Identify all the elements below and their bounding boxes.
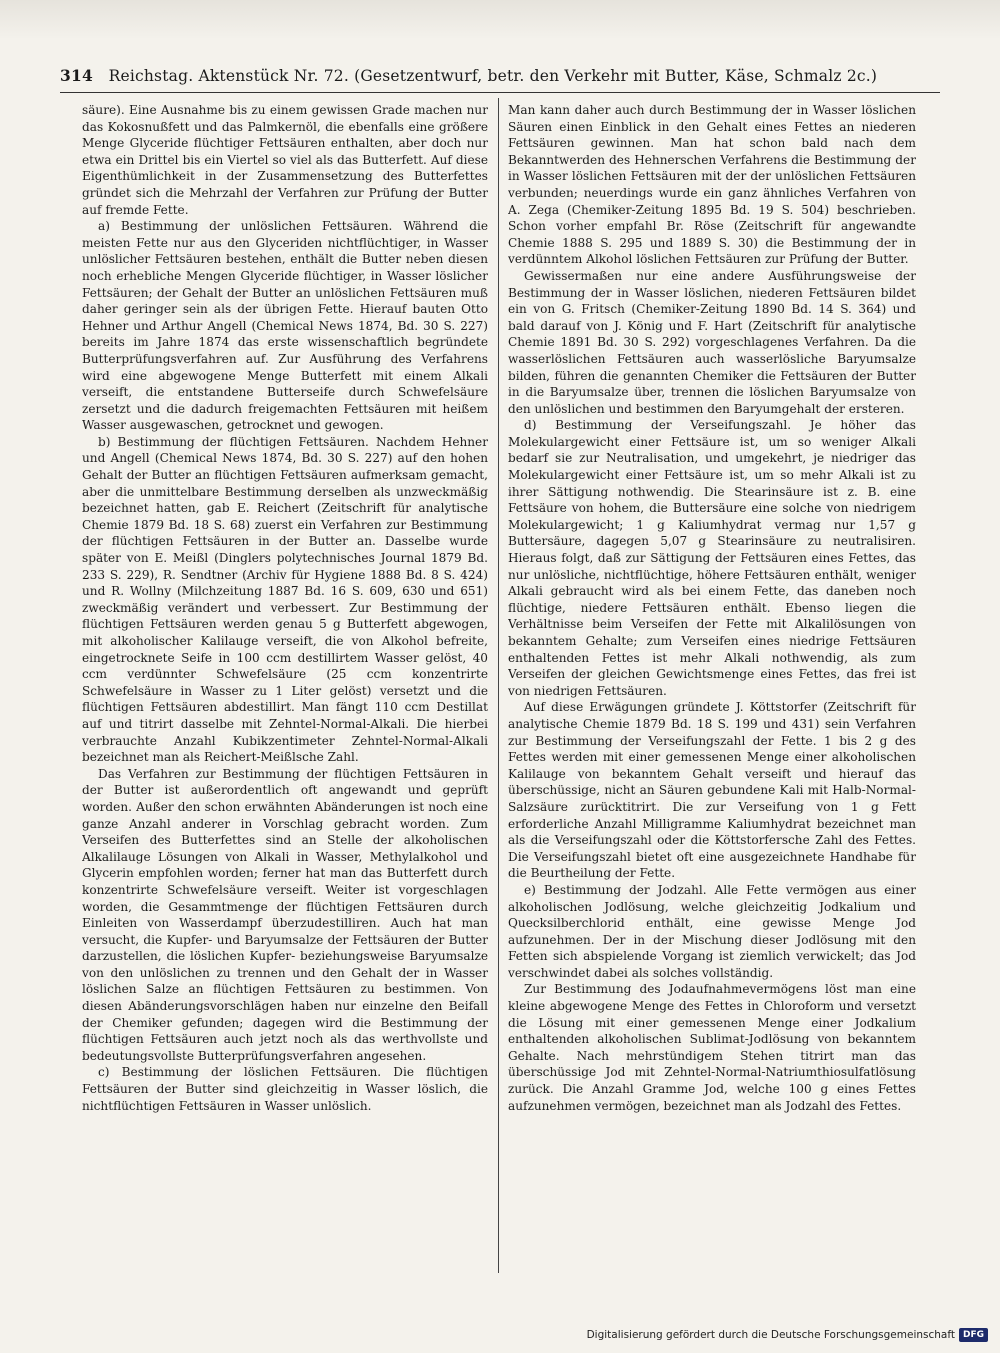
paragraph: Gewissermaßen nur eine andere Ausführungsweise der Bestimmung der in Wasser löslichen, niederen Fettsäuren bildet ein von G. Fritsch (Chemiker-Zeitung 1890 Bd. 14 S. 364) und bald darauf von J. König und F. Hart (Zeitschrift für analytische Chemie 1891 Bd. 30 S. 292) vorgeschlagenes Verfahren. Da die wasserlöslichen Fettsäuren auch wasserlösliche Baryumsalze bilden, führen die genannten Chemiker die Fettsäuren der Butter in die Baryumsalze über, trennen die löslichen Baryumsalze von den unlöslichen und bestimmen den Baryumgehalt der ersteren. (508, 268, 916, 416)
column-divider (498, 98, 499, 1273)
header-rule (60, 92, 940, 93)
paragraph: Auf diese Erwägungen gründete J. Köttstorfer (Zeitschrift für analytische Chemie 1879 Bd. 18 S. 199 und 431) sein Verfahren zur Bestimmung der Verseifungszahl der Fette. 1 bis 2 g des Fettes werden mit einer gemessenen Menge einer alkoholischen Kalilauge von bekanntem Gehalt verseift und hierauf das überschüssige, nicht an Säuren gebundene Kali mit Halb-Normal-Salzsäure zurücktitrirt. Die zur Verseifung von 1 g Fett erforderliche Anzahl Milligramme Kaliumhydrat bezeichnet man als die Verseifungszahl oder die Köttstorfersche Zahl des Fettes. Die Verseifungszahl bietet oft eine ausgezeichnete Handhabe für die Beurtheilung der Fette. (508, 700, 916, 881)
left-column (82, 102, 488, 1277)
footer-text: Digitalisierung gefördert durch die Deutsche Forschungsgemeinschaft (586, 1329, 955, 1341)
paragraph: c) Bestimmung der löslichen Fettsäuren. Die flüchtigen Fettsäuren der Butter sind gleichzeitig in Wasser löslich, die nichtflüchtigen Fettsäuren in Wasser unlöslich. (82, 1065, 488, 1113)
paragraph: e) Bestimmung der Jodzahl. Alle Fette vermögen aus einer alkoholischen Jodlösung, welche gleichzeitig Jodkalium und Quecksilberchlorid enthält, eine gewisse Menge Jod aufzunehmen. Der in der Mischung dieser Jodlösung mit den Fetten sich abspielende Vorgang ist ziemlich verwickelt; das Jod verschwindet dabei als solches vollständig. (508, 882, 916, 980)
paragraph: säure). Eine Ausnahme bis zu einem gewissen Grade machen nur das Kokosnußfett und das Palmkernöl, die ebenfalls eine größere Menge Glyceride flüchtiger Fettsäuren enthalten, aber doch nur etwa ein Drittel bis ein Viertel so viel als das Butterfett. Auf diese Eigenthümlichkeit in der Zusammensetzung des Butterfettes gründet sich die Mehrzahl der Verfahren zur Prüfung der Butter auf fremde Fette. (82, 103, 488, 217)
scan-edge (0, 0, 1000, 40)
digitization-footer (587, 1325, 988, 1345)
right-column (508, 102, 916, 1277)
page-header (60, 66, 940, 88)
running-title: Reichstag. Aktenstück Nr. 72. (Gesetzentwurf, betr. den Verkehr mit Butter, Käse, Schmalz 2c.) (108, 67, 878, 85)
paragraph: Das Verfahren zur Bestimmung der flüchtigen Fettsäuren in der Butter ist außerordentlich oft angewandt und geprüft worden. Außer den schon erwähnten Abänderungen ist noch eine ganze Anzahl anderer in Vorschlag gebracht worden. Zum Verseifen des Butterfettes sind an Stelle der alkoholischen Alkalilauge Lösungen von Alkali in Wasser, Methylalkohol und Glycerin empfohlen worden; ferner hat man das Butterfett durch konzentrirte Schwefelsäure verseift. Weiter ist vorgeschlagen worden, die Gesammtmenge der flüchtigen Fettsäuren durch Einleiten von Wasserdampf überzudestilliren. Auch hat man versucht, die Kupfer- und Baryumsalze der Fettsäuren der Butter darzustellen, die löslichen Kupfer- beziehungsweise Baryumsalze von den unlöslichen zu trennen und den Gehalt der in Wasser löslichen Salze an flüchtigen Fettsäuren zu bestimmen. Von diesen Abänderungsvorschlägen haben nur einzelne den Beifall der Chemiker gefunden; dagegen wird die Bestimmung der flüchtigen Fettsäuren auch jetzt noch als das werthvollste und bedeutungsvollste Butterprüfungsverfahren angesehen. (82, 766, 488, 1063)
paragraph: Man kann daher auch durch Bestimmung der in Wasser löslichen Säuren einen Einblick in den Gehalt eines Fettes an niederen Fettsäuren gewinnen. Man hat schon bald nach dem Bekanntwerden des Hehnerschen Verfahrens die Bestimmung der in Wasser löslichen Fettsäuren mit der der unlöslichen Fettsäuren verbunden; neuerdings wurde ein ganz ähnliches Verfahren von A. Zega (Chemiker-Zeitung 1895 Bd. 19 S. 504) beschrieben. Schon vorher empfahl Br. Röse (Zeitschrift für angewandte Chemie 1888 S. 295 und 1889 S. 30) die Bestimmung der in verdünntem Alkohol löslichen Fettsäuren zur Prüfung der Butter. (508, 103, 916, 267)
dfg-logo-icon: DFG (959, 1328, 988, 1342)
paragraph: d) Bestimmung der Verseifungszahl. Je höher das Molekulargewicht einer Fettsäure ist, um so weniger Alkali bedarf sie zur Neutralisation, und umgekehrt, je niedriger das Molekulargewicht einer Fettsäure ist, um so mehr Alkali ist zu ihrer Sättigung nothwendig. Die Stearinsäure ist z. B. eine Fettsäure von hohem, die Buttersäure eine solche von niedrigem Molekulargewicht; 1 g Kaliumhydrat vermag nur 1,57 g Buttersäure, dagegen 5,07 g Stearinsäure zu neutralisiren. Hieraus folgt, daß zur Sättigung der Fettsäuren eines Fettes, das nur unlösliche, nichtflüchtige, höhere Fettsäuren enthält, weniger Alkali gebraucht wird als bei einem Fette, das daneben noch flüchtige, niedere Fettsäuren enthält. Ebenso liegen die Verhältnisse beim Verseifen der Fette mit Alkalilösungen von bekanntem Gehalte; zum Verseifen eines niedrige Fettsäuren enthaltenden Fettes ist mehr Alkali nothwendig, als zum Verseifen der gleichen Gewichtsmenge eines Fettes, das frei ist von niedrigen Fettsäuren. (508, 418, 916, 698)
paragraph: Zur Bestimmung des Jodaufnahmevermögens löst man eine kleine abgewogene Menge des Fettes in Chloroform und versetzt die Lösung mit einer gemessenen Menge einer Jodkalium enthaltenden alkoholischen Sublimat-Jodlösung von bekanntem Gehalte. Nach mehrstündigem Stehen titrirt man das überschüssige Jod mit Zehntel-Normal-Natriumthiosulfatlösung zurück. Die Anzahl Gramme Jod, welche 100 g eines Fettes aufzunehmen vermögen, bezeichnet man als Jodzahl des Fettes. (508, 982, 916, 1113)
paragraph: b) Bestimmung der flüchtigen Fettsäuren. Nachdem Hehner und Angell (Chemical News 1874, Bd. 30 S. 227) auf den hohen Gehalt der Butter an flüchtigen Fettsäuren aufmerksam gemacht, aber die unmittelbare Bestimmung derselben als unzweckmäßig bezeichnet hatten, gab E. Reichert (Zeitschrift für analytische Chemie 1879 Bd. 18 S. 68) zuerst ein Verfahren zur Bestimmung der flüchtigen Fettsäuren in der Butter an. Dasselbe wurde später von E. Meißl (Dinglers polytechnisches Journal 1879 Bd. 233 S. 229), R. Sendtner (Archiv für Hygiene 1888 Bd. 8 S. 424) und R. Wollny (Milchzeitung 1887 Bd. 16 S. 609, 630 und 651) zweckmäßig verändert und verbessert. Zur Bestimmung der flüchtigen Fettsäuren werden genau 5 g Butterfett abgewogen, mit alkoholischer Kalilauge verseift, die von Alkohol befreite, eingetrocknete Seife in 100 ccm destillirtem Wasser gelöst, 40 ccm verdünnter Schwefelsäure (25 ccm konzentrirte Schwefelsäure in Wasser zu 1 Liter gelöst) versetzt und die flüchtigen Fettsäuren abdestillirt. Man fängt 110 ccm Destillat auf und titrirt dasselbe mit Zehntel-Normal-Alkali. Die hierbei verbrauchte Anzahl Kubikzentimeter Zehntel-Normal-Alkali bezeichnet man als Reichert-Meißlsche Zahl. (82, 434, 488, 765)
page-number: 314 (60, 66, 93, 85)
paragraph: a) Bestimmung der unlöslichen Fettsäuren. Während die meisten Fette nur aus den Glyceriden nichtflüchtiger, in Wasser unlöslicher Fettsäuren bestehen, enthält die Butter neben diesen noch erhebliche Mengen Glyceride flüchtiger, in Wasser löslicher Fettsäuren; der Gehalt der Butter an unlöslichen Fettsäuren muß daher geringer sein als der übrigen Fette. Hierauf bauten Otto Hehner und Arthur Angell (Chemical News 1874, Bd. 30 S. 227) bereits im Jahre 1874 das erste wissenschaftlich begründete Butterprüfungsverfahren auf. Zur Ausführung des Verfahrens wird eine abgewogene Menge Butterfett mit einem Alkali verseift, die entstandene Butterseife durch Schwefelsäure zersetzt und die dadurch freigemachten Fettsäuren mit heißem Wasser ausgewaschen, getrocknet und gewogen. (82, 219, 488, 433)
